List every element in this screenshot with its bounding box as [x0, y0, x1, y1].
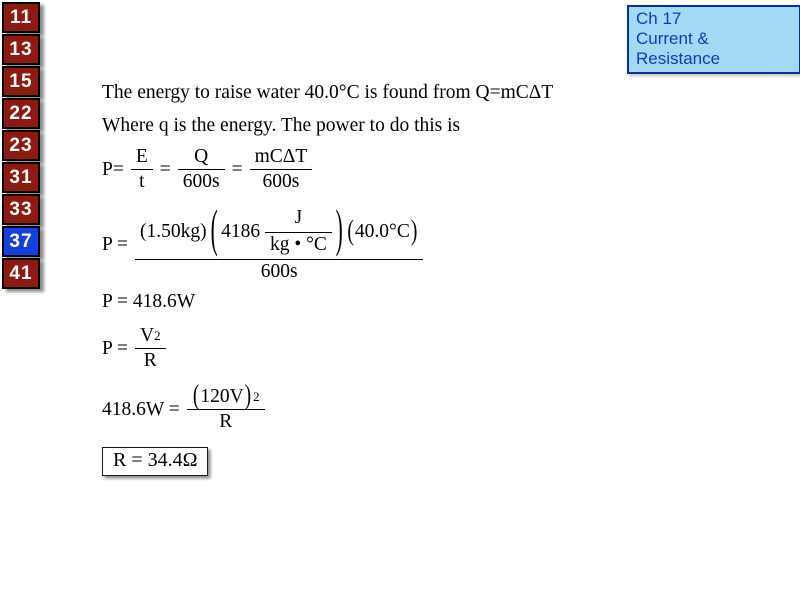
equation-power-definition [102, 146, 682, 193]
equals-sign: = [231, 158, 243, 180]
denominator: R [135, 348, 166, 372]
voltage-symbol: V [140, 325, 155, 346]
sidebar-item-37-selected[interactable]: 37 [2, 226, 40, 257]
voltage-value: 120V [200, 386, 244, 407]
eq2-lhs: P = [102, 234, 128, 255]
numerator [135, 202, 423, 259]
mass-term: (1.50kg) [140, 220, 207, 242]
paragraph-energy: The energy to raise water 40.0°C is found from Q=mCΔT [102, 82, 554, 103]
slide-content [102, 80, 682, 476]
resistance-result: R = 34.4Ω [113, 449, 198, 471]
denominator: R [187, 409, 265, 433]
chapter-number: Ch 17 [636, 9, 682, 28]
denominator: 600s [250, 169, 313, 193]
sidebar-item-13[interactable]: 13 [2, 34, 40, 65]
fraction-mcdt-over-600s [250, 146, 313, 193]
eq3-text: P = 418.6W [102, 291, 196, 312]
numerator: E [135, 146, 148, 167]
numerator: ( 120V ) 2 [192, 381, 260, 412]
denominator: t [131, 169, 153, 193]
paragraph-power: Where q is the energy. The power to do this is [102, 115, 461, 136]
equals-sign: = [159, 158, 171, 180]
chapter-title: Current & Resistance [636, 29, 721, 68]
chapter-header-box [627, 5, 800, 74]
numerator: mCΔT [254, 146, 308, 167]
slide-nav-sidebar [2, 2, 46, 290]
sidebar-item-31[interactable]: 31 [2, 162, 40, 193]
numerator: Q [194, 146, 209, 167]
medium-close-paren: ) [410, 215, 418, 246]
sidebar-item-15[interactable]: 15 [2, 66, 40, 97]
denominator: kg • °C [265, 232, 332, 256]
fraction-main [135, 202, 423, 283]
eq1-lhs: P= [102, 158, 124, 180]
equation-power-voltage [102, 325, 682, 372]
specific-heat-coef: 4186 [221, 220, 261, 242]
temperature-term: 40.0°C [354, 220, 410, 242]
eq4-lhs: P = [102, 337, 128, 359]
fraction-120v2-over-r [187, 381, 265, 433]
big-open-paren: ( [210, 202, 218, 258]
sidebar-item-33[interactable]: 33 [2, 194, 40, 225]
medium-open-paren: ( [347, 215, 354, 246]
fraction-v2-over-r [135, 325, 166, 372]
numerator: J [294, 207, 303, 228]
fraction-E-over-t [131, 146, 153, 193]
sidebar-item-23[interactable]: 23 [2, 130, 40, 161]
numerator: V 2 [140, 325, 161, 346]
fraction-units [265, 207, 332, 256]
medium-close-paren: ) [244, 381, 252, 412]
big-close-paren: ) [335, 202, 343, 258]
sidebar-item-41[interactable]: 41 [2, 258, 40, 289]
fraction-Q-over-600s [178, 146, 225, 193]
denominator: 600s [178, 169, 225, 193]
denominator: 600s [135, 259, 423, 283]
equation-solve-resistance [102, 381, 682, 433]
equation-power-result [102, 291, 682, 313]
medium-open-paren: ( [192, 381, 200, 412]
eq5-lhs: 418.6W = [102, 398, 180, 420]
sidebar-item-11[interactable]: 11 [2, 2, 40, 33]
sidebar-item-22[interactable]: 22 [2, 98, 40, 129]
equation-power-numeric [102, 202, 682, 283]
result-box-resistance [102, 447, 208, 476]
